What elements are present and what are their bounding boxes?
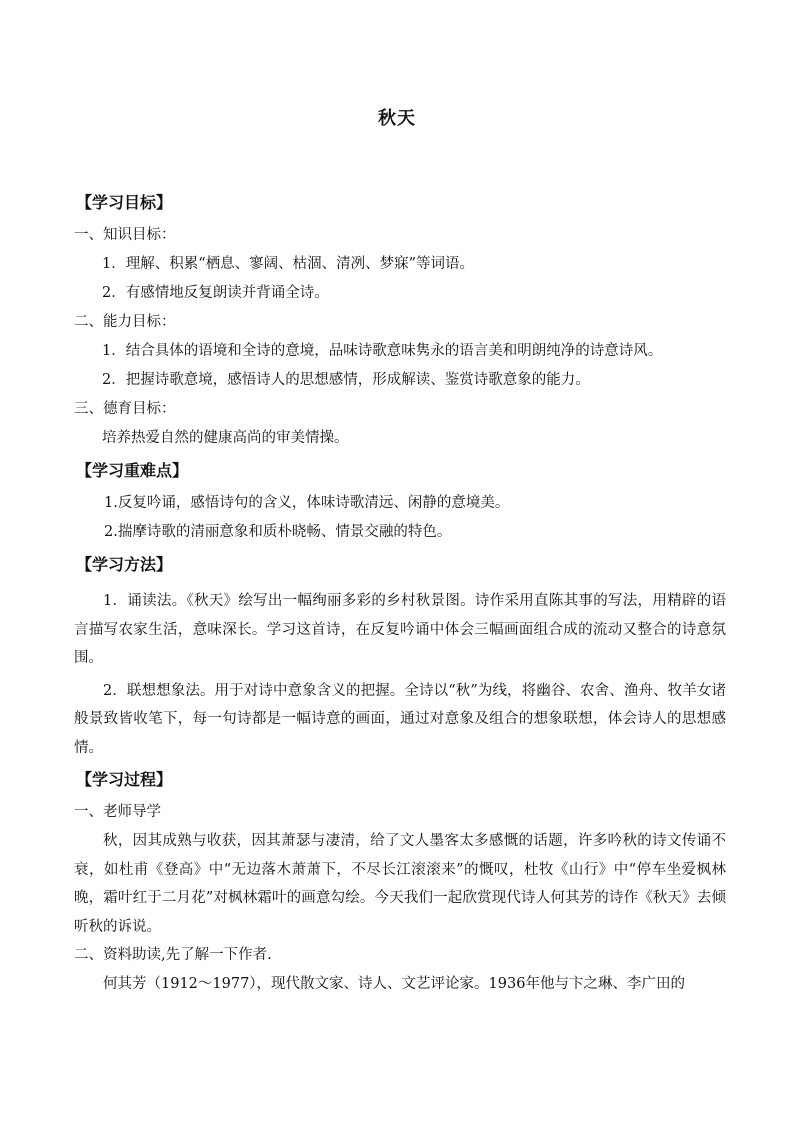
goal-knowledge-item-1: 1．理解、积累“栖息、寥阔、枯涸、清冽、梦寐”等词语。 xyxy=(102,256,475,272)
goal-knowledge-item-2: 2．有感情地反复朗读并背诵全诗。 xyxy=(102,285,329,301)
goal-ability-heading: 二、能力目标： xyxy=(74,314,176,330)
goal-knowledge-heading: 一、知识目标： xyxy=(74,227,176,243)
process-step-2-heading: 二、资料助读,先了解一下作者. xyxy=(74,947,272,963)
section-heading-goals: 【学习目标】 xyxy=(76,193,173,212)
document-title: 秋天 xyxy=(378,108,416,129)
process-step-1-heading: 一、老师导学 xyxy=(74,804,161,820)
goal-ability-item-1: 1．结合具体的语境和全诗的意境，品味诗歌意味隽永的语言美和明朗纯净的诗意诗风。 xyxy=(102,343,663,359)
document-body xyxy=(74,185,726,999)
method-paragraph-2: 2．联想想象法。用于对诗中意象含义的把握。全诗以“秋”为线，将幽谷、农舍、渔舟、牧羊女诸般景致皆收笔下，每一句诗都是一幅诗意的画面，通过对意象及组合的想象联想，体会诗人的思想感情。 xyxy=(74,682,726,756)
section-heading-process: 【学习过程】 xyxy=(76,770,173,789)
section-heading-keypoints: 【学习重难点】 xyxy=(76,461,189,480)
section-heading-methods: 【学习方法】 xyxy=(76,555,173,574)
goal-ability-item-2: 2．把握诗歌意境，感悟诗人的思想感情，形成解读、鉴赏诗歌意象的能力。 xyxy=(102,372,590,388)
goal-moral-item-1: 培养热爱自然的健康高尚的审美情操。 xyxy=(102,430,349,446)
process-paragraph-2: 何其芳（1912～1977），现代散文家、诗人、文艺评论家。1936年他与卞之琳、李广田的 xyxy=(103,976,685,992)
method-paragraph-1: 1．诵读法。《秋天》绘写出一幅绚丽多彩的乡村秋景图。诗作采用直陈其事的写法，用精辟的语言描写农家生活，意味深长。学习这首诗，在反复吟诵中体会三幅画面组合成的流动又整合的诗意氛围。 xyxy=(74,593,726,666)
process-paragraph-1: 秋，因其成熟与收获，因其萧瑟与凄清，给了文人墨客太多感慨的话题，许多吟秋的诗文传诵不衰，如杜甫《登高》中“无边落木萧萧下，不尽长江滚滚来”的慨叹，杜牧《山行》中“停车坐爱枫林晚，霜叶红于二月花”对枫林霜叶的画意勾绘。今天我们一起欣赏现代诗人何其芳的诗作《秋天》去倾听秋的诉说。 xyxy=(74,833,726,935)
keypoint-item-1: 1.反复吟诵，感悟诗句的含义，体味诗歌清远、闲静的意境美。 xyxy=(104,495,510,511)
keypoint-item-2: 2.揣摩诗歌的清丽意象和质朴晓畅、情景交融的特色。 xyxy=(104,524,452,540)
goal-moral-heading: 三、德育目标： xyxy=(74,401,176,417)
